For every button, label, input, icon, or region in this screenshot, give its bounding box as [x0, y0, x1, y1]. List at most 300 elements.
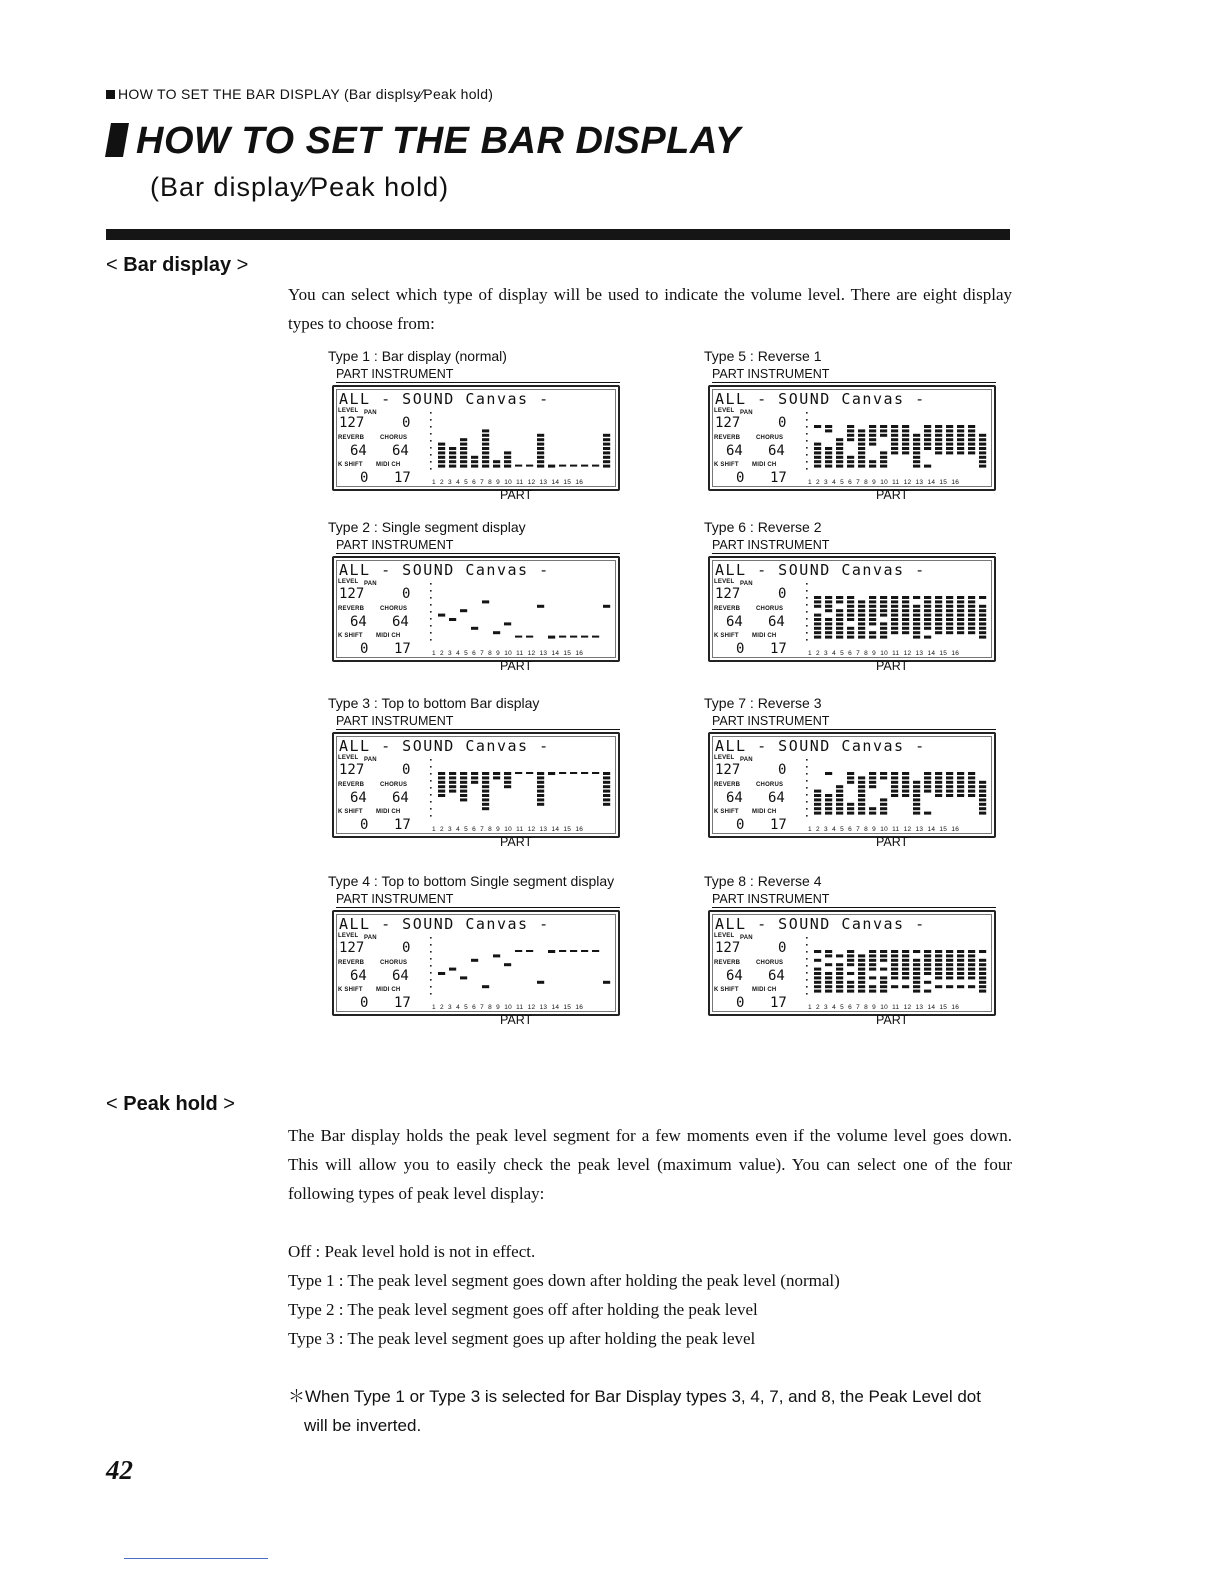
meter-segment: [880, 622, 887, 625]
meter-segment: [979, 803, 986, 806]
separator-dot: [430, 611, 432, 613]
meter-segment: [836, 972, 843, 975]
meter-segment: [471, 772, 478, 775]
meter-segment: [935, 609, 942, 612]
meter-segment: [979, 812, 986, 815]
reverb-value: 64: [350, 968, 367, 984]
meter-segment: [526, 636, 533, 638]
meter-segment: [891, 429, 898, 432]
meter-segment: [957, 954, 964, 957]
meter-segment: [924, 812, 931, 815]
separator-dot: [430, 426, 432, 428]
meter-segment: [438, 776, 445, 779]
meter-segment: [924, 950, 931, 953]
meter-segment: [559, 465, 566, 467]
meter-segment: [869, 425, 876, 428]
meter-segment: [902, 963, 909, 966]
midich-value: 17: [394, 470, 411, 486]
meter-segment: [858, 812, 865, 815]
separator-dot: [430, 801, 432, 803]
kshift-value: 0: [736, 995, 745, 1011]
meter-segment: [880, 605, 887, 608]
meter-segment: [902, 972, 909, 975]
meter-segment: [891, 794, 898, 797]
meter-segment: [460, 772, 467, 775]
reverb-label: REVERB: [714, 435, 741, 441]
meter-segment: [449, 785, 456, 788]
meter-segment: [924, 776, 931, 779]
meter-segment: [979, 798, 986, 801]
meter-segment: [957, 425, 964, 428]
meter-segment: [836, 981, 843, 984]
meter-segment: [902, 622, 909, 625]
meter-segment: [891, 425, 898, 428]
meter-segment: [946, 434, 953, 437]
chorus-value: 64: [392, 790, 409, 806]
meter-segment: [913, 812, 920, 815]
reverb-label: REVERB: [714, 606, 741, 612]
meter-segment: [858, 798, 865, 801]
meter-segment: [880, 990, 887, 993]
panel-header-underline: [712, 907, 996, 908]
meter-segment: [858, 968, 865, 971]
meter-segment: [836, 443, 843, 446]
meter-segment: [902, 790, 909, 793]
meter-segment: [957, 776, 964, 779]
meter-segment: [449, 618, 456, 621]
part-numbers: 1 2 3 4 5 6 7 8 9 10 11 12 13 14 15 16: [808, 650, 960, 657]
meter-segment: [979, 790, 986, 793]
meter-segment: [968, 781, 975, 784]
pan-label: PAN: [364, 935, 377, 941]
meter-segment: [825, 451, 832, 454]
meter-segment: [858, 803, 865, 806]
meter-segment: [858, 609, 865, 612]
meter-segment: [968, 963, 975, 966]
meter-segment: [836, 622, 843, 625]
meter-segment: [946, 985, 953, 988]
panel-type-label: Type 6 : Reverse 2: [704, 519, 822, 535]
meter-segment: [836, 954, 843, 957]
meter-segment: [814, 627, 821, 630]
meter-segment: [869, 631, 876, 634]
meter-segment: [902, 425, 909, 428]
meter-segment: [935, 976, 942, 979]
meter-segment: [957, 434, 964, 437]
pan-label: PAN: [740, 581, 753, 587]
part-numbers: 1 2 3 4 5 6 7 8 9 10 11 12 13 14 15 16: [808, 1004, 960, 1011]
meter-segment: [924, 981, 931, 984]
meter-segment: [537, 605, 544, 608]
meter-segment: [504, 460, 511, 463]
meter-segment: [814, 456, 821, 459]
meter-segment: [438, 781, 445, 784]
meter-segment: [935, 618, 942, 621]
bar-display-heading: < Bar display >: [106, 254, 249, 276]
meter-segment: [825, 456, 832, 459]
meter-segment: [924, 609, 931, 612]
meter-segment: [858, 776, 865, 779]
list-item: Off : Peak level hold is not in effect.: [288, 1242, 536, 1261]
separator-dot: [806, 787, 808, 789]
level-label: LEVEL: [714, 579, 735, 585]
kshift-value: 0: [736, 817, 745, 833]
kshift-label: K SHIFT: [714, 462, 739, 468]
separator-dot: [430, 958, 432, 960]
part-label: PART: [876, 659, 909, 673]
meter-segment: [482, 794, 489, 797]
separator-dot: [430, 979, 432, 981]
meter-segment: [924, 605, 931, 608]
meter-segment: [946, 631, 953, 634]
meter-segment: [935, 425, 942, 428]
meter-segment: [858, 460, 865, 463]
level-value: 127: [339, 415, 365, 431]
meter-segment: [935, 950, 942, 953]
meter-segment: [836, 985, 843, 988]
meter-segment: [858, 807, 865, 810]
meter-segment: [438, 465, 445, 468]
lcd-screen: [708, 556, 996, 662]
pan-label: PAN: [364, 581, 377, 587]
meter-segment: [891, 600, 898, 603]
meter-segment: [836, 460, 843, 463]
level-meter: [806, 408, 988, 480]
panel-header-underline: [336, 907, 620, 908]
part-numbers: 1 2 3 4 5 6 7 8 9 10 11 12 13 14 15 16: [432, 479, 584, 486]
meter-segment: [438, 451, 445, 454]
meter-segment: [482, 798, 489, 801]
meter-segment: [814, 605, 821, 608]
meter-segment: [979, 451, 986, 454]
meter-segment: [869, 596, 876, 599]
meter-segment: [924, 954, 931, 957]
meter-segment: [858, 981, 865, 984]
meter-segment: [946, 794, 953, 797]
panel-header: PART INSTRUMENT: [336, 367, 454, 381]
meter-segment: [979, 609, 986, 612]
reverb-value: 64: [350, 790, 367, 806]
meter-segment: [913, 456, 920, 459]
meter-segment: [581, 465, 588, 467]
meter-segment: [946, 785, 953, 788]
meter-segment: [869, 618, 876, 621]
meter-segment: [836, 451, 843, 454]
separator-dot: [430, 433, 432, 435]
meter-segment: [825, 972, 832, 975]
meter-segment: [537, 790, 544, 793]
lcd-screen: [708, 732, 996, 838]
meter-segment: [825, 425, 832, 428]
separator-dot: [806, 951, 808, 953]
meter-segment: [913, 990, 920, 993]
meter-segment: [847, 781, 854, 784]
meter-segment: [460, 776, 467, 779]
meter-segment: [814, 636, 821, 639]
meter-segment: [847, 429, 854, 432]
pan-value: 0: [778, 940, 787, 956]
meter-segment: [858, 627, 865, 630]
midich-label: MIDI CH: [752, 462, 777, 468]
separator-dot: [806, 632, 808, 634]
meter-segment: [880, 460, 887, 463]
pan-value: 0: [402, 762, 411, 778]
meter-segment: [592, 950, 599, 952]
meter-segment: [847, 618, 854, 621]
kshift-label: K SHIFT: [338, 987, 363, 993]
meter-segment: [924, 443, 931, 446]
meter-segment: [935, 447, 942, 450]
chorus-label: CHORUS: [756, 960, 784, 966]
meter-segment: [858, 959, 865, 962]
lcd-screen: [332, 732, 620, 838]
meter-segment: [979, 447, 986, 450]
meter-segment: [869, 985, 876, 988]
meter-segment: [913, 972, 920, 975]
level-label: LEVEL: [714, 933, 735, 939]
meter-segment: [836, 976, 843, 979]
separator-dot: [430, 419, 432, 421]
meter-segment: [847, 596, 854, 599]
meter-segment: [526, 465, 533, 467]
meter-segment: [814, 447, 821, 450]
meter-segment: [891, 443, 898, 446]
meter-segment: [968, 596, 975, 599]
meter-segment: [603, 451, 610, 454]
note-line: will be inverted.: [304, 1416, 422, 1435]
meter-segment: [880, 434, 887, 437]
meter-segment: [858, 600, 865, 603]
separator-dot: [806, 972, 808, 974]
meter-segment: [592, 465, 599, 467]
meter-segment: [438, 972, 445, 975]
meter-segment: [968, 618, 975, 621]
kshift-label: K SHIFT: [714, 987, 739, 993]
meter-segment: [537, 803, 544, 806]
meter-segment: [847, 972, 854, 975]
meter-segment: [891, 447, 898, 450]
meter-segment: [814, 985, 821, 988]
meter-segment: [902, 976, 909, 979]
meter-segment: [946, 451, 953, 454]
meter-segment: [946, 627, 953, 630]
separator-dot: [430, 468, 432, 470]
meter-segment: [814, 618, 821, 621]
meter-segment: [946, 443, 953, 446]
meter-segment: [515, 465, 522, 467]
meter-segment: [946, 954, 953, 957]
kshift-label: K SHIFT: [714, 633, 739, 639]
meter-segment: [880, 954, 887, 957]
separator-dot: [806, 944, 808, 946]
separator-dot: [430, 794, 432, 796]
level-value: 127: [715, 586, 741, 602]
meter-segment: [814, 596, 821, 599]
peak-hold-heading: < Peak hold >: [106, 1093, 235, 1115]
panel-type-label: Type 5 : Reverse 1: [704, 348, 822, 364]
meter-segment: [979, 443, 986, 446]
meter-segment: [814, 600, 821, 603]
meter-segment: [869, 990, 876, 993]
meter-segment: [836, 609, 843, 612]
meter-segment: [946, 776, 953, 779]
meter-segment: [891, 627, 898, 630]
lcd-instrument-line: ALL - SOUND Canvas -: [339, 915, 550, 933]
separator-dot: [430, 632, 432, 634]
meter-segment: [825, 976, 832, 979]
separator-dot: [806, 426, 808, 428]
meter-segment: [913, 963, 920, 966]
chorus-label: CHORUS: [756, 782, 784, 788]
meter-segment: [935, 434, 942, 437]
meter-segment: [482, 600, 489, 603]
meter-segment: [913, 985, 920, 988]
meter-segment: [836, 807, 843, 810]
meter-segment: [869, 976, 876, 979]
meter-segment: [869, 609, 876, 612]
meter-segment: [814, 631, 821, 634]
meter-segment: [858, 985, 865, 988]
meter-segment: [968, 772, 975, 775]
meter-segment: [935, 785, 942, 788]
meter-segment: [957, 976, 964, 979]
meter-segment: [858, 456, 865, 459]
lcd-screen: [332, 385, 620, 491]
meter-segment: [913, 627, 920, 630]
meter-segment: [935, 790, 942, 793]
meter-segment: [979, 963, 986, 966]
meter-segment: [825, 429, 832, 432]
meter-segment: [913, 798, 920, 801]
meter-segment: [836, 963, 843, 966]
meter-segment: [438, 794, 445, 797]
meter-segment: [957, 438, 964, 441]
meter-segment: [979, 976, 986, 979]
separator-dot: [430, 787, 432, 789]
meter-segment: [902, 781, 909, 784]
panel-header-underline: [712, 553, 996, 554]
meter-segment: [537, 981, 544, 984]
separator-dot: [806, 440, 808, 442]
meter-segment: [957, 968, 964, 971]
meter-segment: [902, 954, 909, 957]
meter-segment: [504, 785, 511, 788]
level-value: 127: [339, 586, 365, 602]
meter-segment: [891, 451, 898, 454]
meter-segment: [902, 438, 909, 441]
meter-segment: [825, 460, 832, 463]
meter-segment: [913, 460, 920, 463]
meter-segment: [957, 596, 964, 599]
separator-dot: [430, 447, 432, 449]
separator-dot: [430, 583, 432, 585]
pan-value: 0: [778, 415, 787, 431]
meter-segment: [880, 596, 887, 599]
meter-segment: [924, 434, 931, 437]
meter-segment: [825, 807, 832, 810]
meter-segment: [957, 794, 964, 797]
lcd-screen: [708, 910, 996, 1016]
meter-segment: [869, 776, 876, 779]
meter-segment: [858, 976, 865, 979]
panel-type-label: Type 7 : Reverse 3: [704, 695, 822, 711]
level-meter: [430, 408, 612, 480]
reverb-label: REVERB: [714, 782, 741, 788]
meter-segment: [836, 798, 843, 801]
meter-segment: [913, 976, 920, 979]
meter-segment: [836, 600, 843, 603]
lcd-instrument-line: ALL - SOUND Canvas -: [715, 561, 926, 579]
separator-dot: [430, 780, 432, 782]
meter-segment: [924, 968, 931, 971]
meter-segment: [891, 618, 898, 621]
kshift-label: K SHIFT: [714, 809, 739, 815]
meter-segment: [836, 990, 843, 993]
meter-segment: [537, 465, 544, 468]
separator-dot: [806, 468, 808, 470]
meter-segment: [825, 794, 832, 797]
meter-segment: [902, 600, 909, 603]
meter-segment: [570, 465, 577, 467]
meter-segment: [946, 772, 953, 775]
separator-dot: [806, 979, 808, 981]
meter-segment: [438, 460, 445, 463]
meter-segment: [935, 622, 942, 625]
meter-segment: [946, 976, 953, 979]
separator-dot: [806, 766, 808, 768]
meter-segment: [935, 600, 942, 603]
meter-segment: [847, 990, 854, 993]
meter-segment: [570, 636, 577, 638]
peak-hold-options: [288, 1237, 1012, 1353]
meter-segment: [836, 456, 843, 459]
meter-segment: [957, 451, 964, 454]
meter-segment: [979, 981, 986, 984]
meter-segment: [968, 631, 975, 634]
meter-segment: [869, 465, 876, 468]
meter-segment: [603, 798, 610, 801]
lcd-panel: [328, 873, 628, 1035]
meter-segment: [913, 790, 920, 793]
meter-segment: [471, 959, 478, 962]
peak-note: [288, 1382, 1012, 1440]
separator-dot: [806, 958, 808, 960]
separator-dot: [806, 794, 808, 796]
meter-segment: [869, 614, 876, 617]
separator-dot: [806, 412, 808, 414]
running-head: HOW TO SET THE BAR DISPLAY (Bar displsy∕Peak hold): [106, 86, 493, 102]
meter-segment: [957, 627, 964, 630]
separator-dot: [430, 808, 432, 810]
meter-segment: [935, 451, 942, 454]
meter-segment: [869, 772, 876, 775]
meter-segment: [946, 600, 953, 603]
meter-segment: [891, 631, 898, 634]
meter-segment: [913, 959, 920, 962]
meter-segment: [814, 794, 821, 797]
meter-segment: [935, 781, 942, 784]
meter-segment: [968, 627, 975, 630]
meter-segment: [935, 614, 942, 617]
separator-dot: [806, 611, 808, 613]
meter-segment: [603, 781, 610, 784]
list-item: Type 3 : The peak level segment goes up after holding the peak level: [288, 1329, 756, 1348]
meter-segment: [968, 794, 975, 797]
list-item: Type 1 : The peak level segment goes down after holding the peak level (normal): [288, 1271, 840, 1290]
reverb-value: 64: [726, 790, 743, 806]
meter-segment: [913, 807, 920, 810]
midich-label: MIDI CH: [752, 809, 777, 815]
